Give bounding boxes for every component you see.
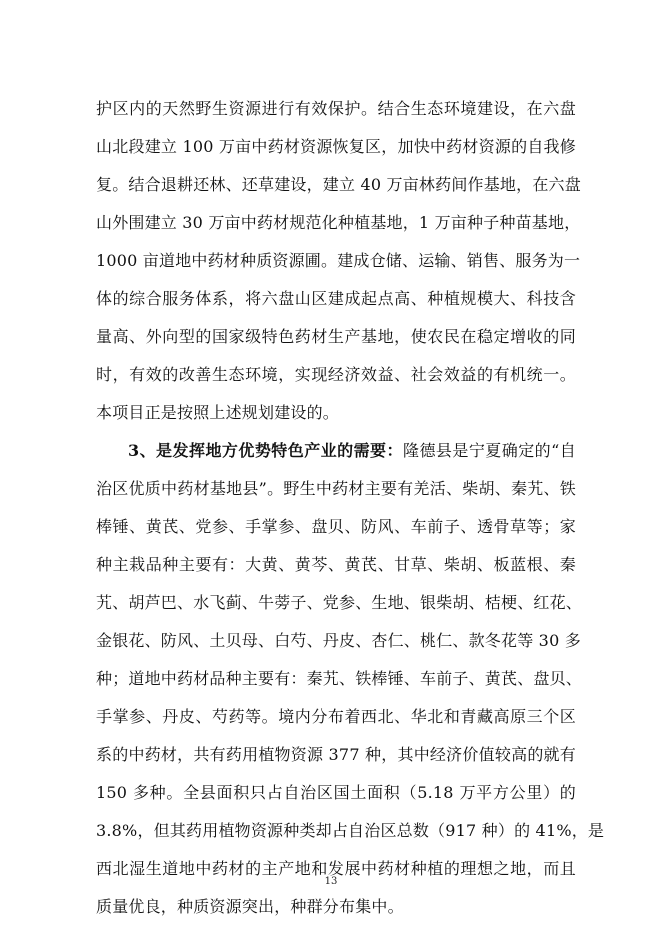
paragraph-line: 系的中药材，共有药用植物资源 377 种，其中经济价值较高的就有 bbox=[96, 745, 576, 764]
paragraph-line: 治区优质中药材基地县”。野生中药材主要有羌活、柴胡、秦艽、铁 bbox=[96, 479, 576, 498]
paragraph-line: 时，有效的改善生态环境，实现经济效益、社会效益的有机统一。 bbox=[96, 365, 576, 384]
paragraph-line: 150 多种。全县面积只占自治区国土面积（5.18 万平方公里）的 bbox=[96, 783, 576, 802]
paragraph-line: 山外围建立 30 万亩中药材规范化种植基地，1 万亩种子种苗基地， bbox=[96, 213, 581, 232]
paragraph-line: 西北湿生道地中药材的主产地和发展中药材种植的理想之地，而且 bbox=[96, 859, 576, 878]
paragraph-line: 种；道地中药材品种主要有：秦艽、铁棒锤、车前子、黄芪、盘贝、 bbox=[96, 669, 583, 688]
paragraph-2 bbox=[96, 432, 605, 926]
paragraph-line: 护区内的天然野生资源进行有效保护。结合生态环境建设，在六盘 bbox=[96, 99, 576, 118]
paragraph-line: 山北段建立 100 万亩中药材资源恢复区，加快中药材资源的自我修 bbox=[96, 137, 576, 156]
paragraph-line: 棒锤、黄芪、党参、手掌参、盘贝、防风、车前子、透骨草等；家 bbox=[96, 517, 576, 536]
paragraph-line: 体的综合服务体系，将六盘山区建成起点高、种植规模大、科技含 bbox=[96, 289, 576, 308]
paragraph-line: 质量优良，种质资源突出，种群分布集中。 bbox=[96, 897, 404, 916]
section-heading-line bbox=[96, 432, 576, 470]
paragraph-line: 金银花、防风、土贝母、白芍、丹皮、杏仁、桃仁、款冬花等 30 多 bbox=[96, 631, 581, 650]
paragraph-line: 本项目正是按照上述规划建设的。 bbox=[96, 403, 340, 422]
paragraph-line: 3.8%，但其药用植物资源种类却占自治区总数（917 种）的 41%，是 bbox=[96, 821, 605, 840]
paragraph-line: 艽、胡芦巴、水飞蓟、牛蒡子、党参、生地、银柴胡、桔梗、红花、 bbox=[96, 593, 583, 612]
paragraph-1 bbox=[96, 90, 581, 432]
paragraph-line: 复。结合退耕还林、还草建设，建立 40 万亩林药间作基地，在六盘 bbox=[96, 175, 581, 194]
section-heading: 3、是发挥地方优势特色产业的需要： bbox=[128, 441, 403, 460]
page-number: 13 bbox=[324, 876, 338, 887]
paragraph-line: 1000 亩道地中药材种质资源圃。建成仓储、运输、销售、服务为一 bbox=[96, 251, 581, 270]
paragraph-line: 量高、外向型的国家级特色药材生产基地，使农民在稳定增收的同 bbox=[96, 327, 576, 346]
paragraph-line: 手掌参、丹皮、芍药等。境内分布着西北、华北和青藏高原三个区 bbox=[96, 707, 576, 726]
paragraph-line: 种主栽品种主要有：大黄、黄芩、黄芪、甘草、柴胡、板蓝根、秦 bbox=[96, 555, 576, 574]
heading-line-rest: 隆德县是宁夏确定的“自 bbox=[402, 441, 576, 460]
